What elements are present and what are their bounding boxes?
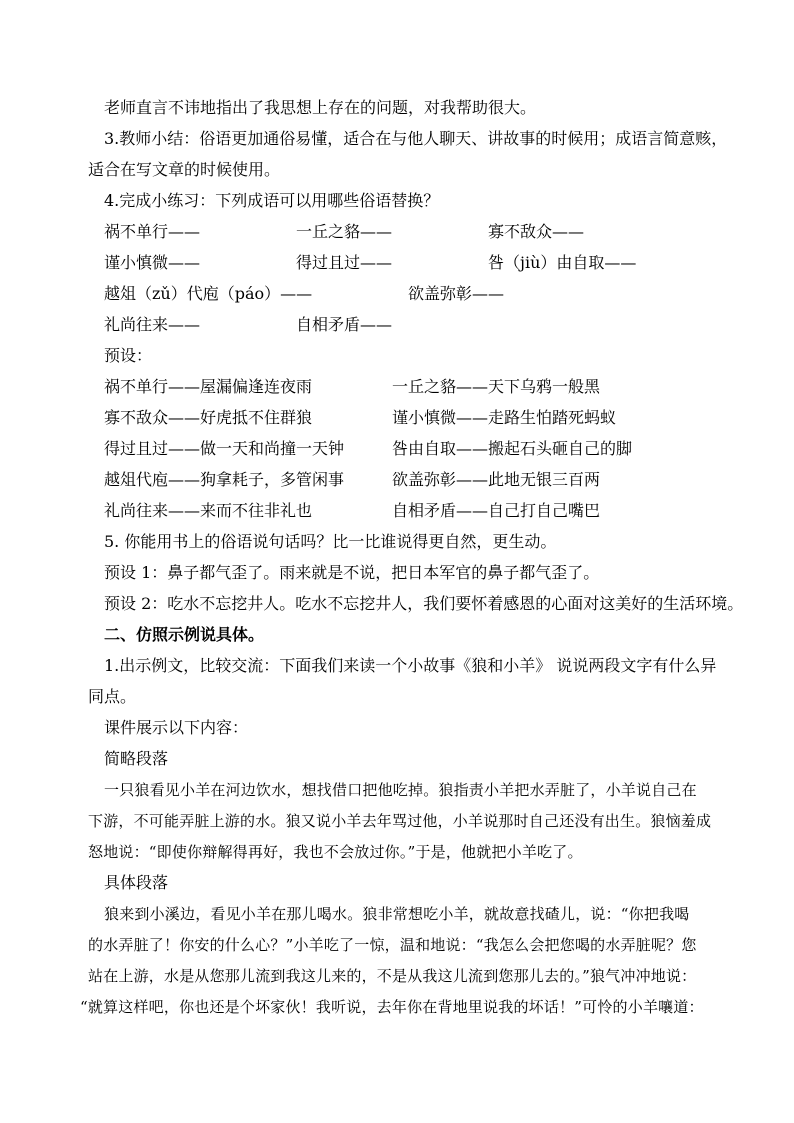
- detail-paragraph-line: 狼来到小溪边，看见小羊在那儿喝水。狼非常想吃小羊，就故意找碴儿，说：“你把我喝: [104, 905, 690, 923]
- exercise-item: 一丘之貉——: [296, 222, 393, 241]
- section-2-heading: 二、仿照示例说具体。: [104, 625, 265, 644]
- exercise-heading: 4.完成小练习：下列成语可以用哪些俗语替换？: [104, 191, 440, 210]
- brief-paragraph-label: 简略段落: [104, 749, 169, 768]
- preset-item: 祸不单行——屋漏偏逢连夜雨: [104, 377, 313, 396]
- exercise-item: 礼尚往来——: [104, 315, 201, 334]
- preset-item: 得过且过——做一天和尚撞一天钟: [104, 439, 345, 458]
- preset-item: 咎由自取——搬起石头砸自己的脚: [392, 439, 633, 458]
- preset-item: 自相矛盾——自己打自己嘴巴: [392, 501, 601, 520]
- section-2-intro-line-1: 1.出示例文，比较交流：下面我们来读一个小故事《狼和小羊》 说说两段文字有什么异: [104, 656, 717, 675]
- exercise-item: 欲盖弥彰——: [408, 284, 505, 303]
- preset-label: 预设：: [104, 346, 153, 365]
- detail-paragraph-label: 具体段落: [104, 873, 169, 892]
- preset-item: 寡不敌众——好虎抵不住群狼: [104, 408, 313, 427]
- preset-item: 谨小慎微——走路生怕踏死蚂蚁: [392, 408, 617, 427]
- teacher-summary-line-2: 适合在写文章的时候使用。: [88, 160, 281, 179]
- exercise-item: 咎（jiù）由自取——: [488, 253, 637, 272]
- question-5-preset-1: 预设 1：鼻子都气歪了。雨来就是不说，把日本军官的鼻子都气歪了。: [104, 563, 600, 582]
- question-5: 5. 你能用书上的俗语说句话吗？比一比谁说得更自然，更生动。: [104, 532, 557, 551]
- section-2-intro-line-2: 同点。: [88, 687, 137, 706]
- detail-paragraph-line: “就算这样吧，你也还是个坏家伙！我听说，去年你在背地里说我的坏话！”可怜的小羊嚷道：: [80, 998, 704, 1016]
- exercise-item: 越俎（zǔ）代庖（páo）——: [104, 284, 313, 303]
- question-5-preset-2: 预设 2：吃水不忘挖井人。吃水不忘挖井人，我们要怀着感恩的心面对这美好的生活环境。: [104, 594, 744, 613]
- teacher-summary-line-1: 3.教师小结：俗语更加通俗易懂，适合在与他人聊天、讲故事的时候用；成语言简意赅，: [104, 129, 728, 148]
- brief-paragraph-line: 下游，不可能弄脏上游的水。狼又说小羊去年骂过他，小羊说那时自己还没有出生。狼恼羞成: [88, 812, 712, 830]
- exercise-item: 自相矛盾——: [296, 315, 393, 334]
- brief-paragraph-line: 怒地说：“即使你辩解得再好，我也不会放过你。”于是，他就把小羊吃了。: [88, 843, 583, 861]
- preset-item: 欲盖弥彰——此地无银三百两: [392, 470, 601, 489]
- intro-line-1: 老师直言不讳地指出了我思想上存在的问题，对我帮助很大。: [104, 98, 537, 117]
- preset-item: 一丘之貉——天下乌鸦一般黑: [392, 377, 601, 396]
- detail-paragraph-line: 的水弄脏了！你安的什么心？”小羊吃了一惊，温和地说：“我怎么会把您喝的水弄脏呢？您: [88, 936, 697, 954]
- courseware-note: 课件展示以下内容：: [104, 718, 249, 737]
- preset-item: 礼尚往来——来而不往非礼也: [104, 501, 313, 520]
- brief-paragraph-line: 一只狼看见小羊在河边饮水，想找借口把他吃掉。狼指责小羊把水弄脏了，小羊说自己在: [104, 781, 697, 799]
- exercise-item: 得过且过——: [296, 253, 393, 272]
- preset-item: 越俎代庖——狗拿耗子，多管闲事: [104, 470, 345, 489]
- exercise-item: 寡不敌众——: [488, 222, 585, 241]
- exercise-item: 谨小慎微——: [104, 253, 201, 272]
- exercise-item: 祸不单行——: [104, 222, 201, 241]
- detail-paragraph-line: 站在上游，水是从您那儿流到我这儿来的，不是从我这儿流到您那儿去的。”狼气冲冲地说：: [88, 967, 697, 985]
